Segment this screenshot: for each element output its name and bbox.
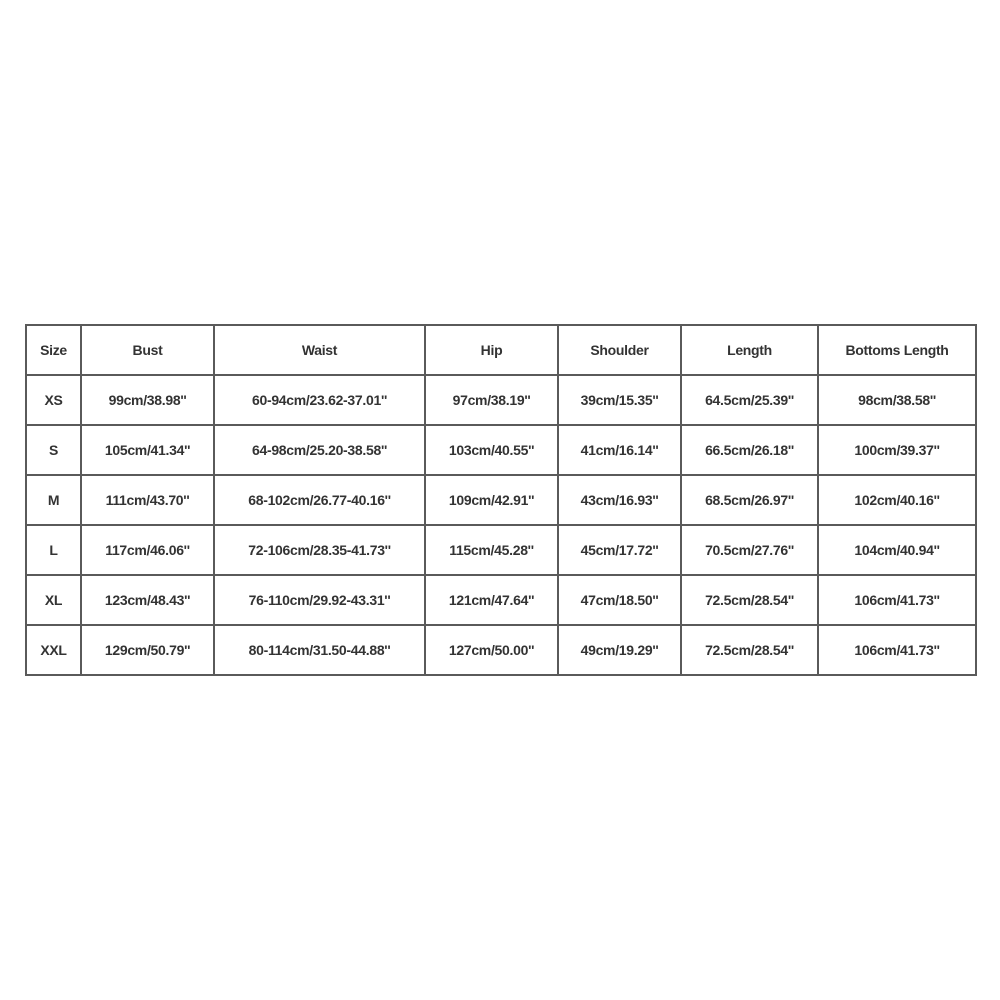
header-waist: Waist [214,325,425,375]
cell-bottoms-length: 104cm/40.94'' [818,525,976,575]
table-row [26,625,976,675]
cell-shoulder: 49cm/19.29'' [558,625,681,675]
cell-hip: 97cm/38.19'' [425,375,558,425]
cell-size: XS [26,375,81,425]
cell-size: L [26,525,81,575]
table-header-row [26,325,976,375]
cell-waist: 60-94cm/23.62-37.01'' [214,375,425,425]
table-row [26,475,976,525]
cell-bust: 123cm/48.43'' [81,575,214,625]
cell-waist: 68-102cm/26.77-40.16'' [214,475,425,525]
cell-hip: 127cm/50.00'' [425,625,558,675]
cell-length: 72.5cm/28.54'' [681,625,818,675]
table-row [26,425,976,475]
cell-shoulder: 41cm/16.14'' [558,425,681,475]
cell-bottoms-length: 106cm/41.73'' [818,625,976,675]
cell-bust: 99cm/38.98'' [81,375,214,425]
cell-length: 70.5cm/27.76'' [681,525,818,575]
cell-length: 64.5cm/25.39'' [681,375,818,425]
table-row [26,575,976,625]
cell-shoulder: 39cm/15.35'' [558,375,681,425]
cell-bottoms-length: 100cm/39.37'' [818,425,976,475]
cell-shoulder: 43cm/16.93'' [558,475,681,525]
header-bottoms-length: Bottoms Length [818,325,976,375]
cell-size: XXL [26,625,81,675]
cell-bottoms-length: 98cm/38.58'' [818,375,976,425]
header-hip: Hip [425,325,558,375]
table-row [26,525,976,575]
header-bust: Bust [81,325,214,375]
size-chart-table [25,324,977,676]
cell-hip: 109cm/42.91'' [425,475,558,525]
header-length: Length [681,325,818,375]
cell-bottoms-length: 106cm/41.73'' [818,575,976,625]
cell-size: M [26,475,81,525]
cell-length: 72.5cm/28.54'' [681,575,818,625]
cell-bust: 117cm/46.06'' [81,525,214,575]
cell-waist: 80-114cm/31.50-44.88'' [214,625,425,675]
cell-hip: 121cm/47.64'' [425,575,558,625]
cell-shoulder: 47cm/18.50'' [558,575,681,625]
cell-hip: 115cm/45.28'' [425,525,558,575]
header-size: Size [26,325,81,375]
cell-bust: 129cm/50.79'' [81,625,214,675]
cell-hip: 103cm/40.55'' [425,425,558,475]
cell-waist: 72-106cm/28.35-41.73'' [214,525,425,575]
cell-length: 66.5cm/26.18'' [681,425,818,475]
cell-size: S [26,425,81,475]
header-shoulder: Shoulder [558,325,681,375]
cell-shoulder: 45cm/17.72'' [558,525,681,575]
table-row [26,375,976,425]
cell-bottoms-length: 102cm/40.16'' [818,475,976,525]
cell-waist: 64-98cm/25.20-38.58'' [214,425,425,475]
cell-bust: 105cm/41.34'' [81,425,214,475]
cell-bust: 111cm/43.70'' [81,475,214,525]
cell-waist: 76-110cm/29.92-43.31'' [214,575,425,625]
cell-length: 68.5cm/26.97'' [681,475,818,525]
cell-size: XL [26,575,81,625]
